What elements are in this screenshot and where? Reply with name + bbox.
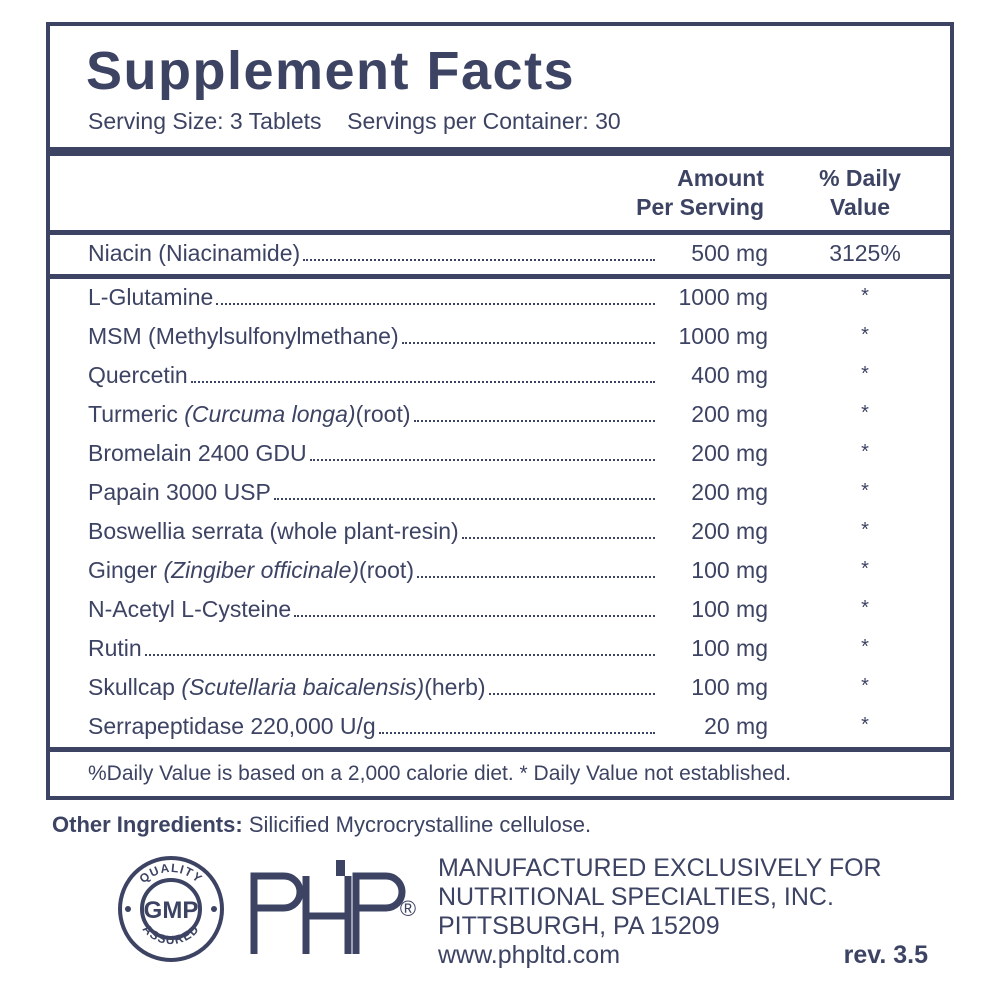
botanical-name: (Curcuma longa) [184, 400, 356, 427]
nutrient-amount: 200 mg [691, 478, 768, 505]
nutrient-daily-value: * [861, 596, 869, 619]
php-logo [240, 854, 430, 964]
leader-dots [145, 654, 655, 656]
nutrient-daily-value: * [861, 479, 869, 502]
table-row [50, 474, 950, 513]
other-ingredients-value: Silicified Mycrocrystalline cellulose. [248, 811, 592, 837]
nutrient-amount: 200 mg [691, 439, 768, 466]
supplement-facts-panel [46, 22, 954, 800]
manufacturer-line-2: NUTRITIONAL SPECIALTIES, INC. [438, 882, 834, 911]
nutrient-amount: 400 mg [691, 361, 768, 388]
divider-thick-top [50, 147, 950, 156]
amount-header-line2: Per Serving [636, 193, 764, 220]
nutrient-name: L-Glutamine [88, 283, 214, 310]
amount-per-serving-header [494, 164, 780, 222]
table-row [50, 708, 950, 747]
nutrient-amount: 1000 mg [678, 283, 768, 310]
footer [46, 838, 954, 970]
nutrient-daily-value: * [861, 518, 869, 541]
nutrient-name: Skullcap (Scutellaria baicalensis)(herb) [88, 673, 486, 700]
amount-header-line1: Amount [677, 165, 764, 191]
leader-dots [489, 693, 655, 695]
dv-header-line2: Value [829, 193, 891, 220]
dv-header-line1: % Daily [819, 165, 901, 191]
leader-dots [402, 342, 655, 344]
nutrient-daily-value: * [861, 635, 869, 658]
manufacturer-line-1: MANUFACTURED EXCLUSIVELY FOR [438, 853, 882, 882]
nutrient-daily-value: * [861, 284, 869, 307]
other-ingredients [46, 800, 954, 838]
nutrient-name: MSM (Methylsulfonylmethane) [88, 322, 399, 349]
svg-text:QUALITY: QUALITY [136, 860, 206, 886]
table-row [50, 235, 950, 274]
table-row [50, 630, 950, 669]
nutrient-amount: 100 mg [691, 595, 768, 622]
table-row [50, 513, 950, 552]
other-ingredients-label: Other Ingredients: [52, 811, 243, 837]
nutrient-daily-value: * [861, 323, 869, 346]
table-row [50, 591, 950, 630]
leader-dots [310, 459, 655, 461]
nutrient-amount: 200 mg [691, 517, 768, 544]
nutrient-name: Papain 3000 USP [88, 478, 271, 505]
nutrient-amount: 200 mg [691, 400, 768, 427]
page-title: Supplement Facts [86, 41, 576, 101]
svg-text:GMP: GMP [143, 896, 199, 924]
table-row [50, 318, 950, 357]
table-row [50, 435, 950, 474]
table-row [50, 396, 950, 435]
nutrient-daily-value: * [861, 557, 869, 580]
primary-nutrient-rows [50, 235, 950, 274]
revision-number: rev. 3.5 [843, 940, 928, 969]
nutrient-daily-value: * [861, 674, 869, 697]
nutrient-daily-value: * [861, 362, 869, 385]
nutrient-name: N-Acetyl L-Cysteine [88, 595, 292, 622]
nutrient-name: Serrapeptidase 220,000 U/g [88, 712, 376, 739]
table-row [50, 279, 950, 318]
nutrient-daily-value: * [861, 440, 869, 463]
nutrient-amount: 1000 mg [678, 322, 768, 349]
nutrient-amount: 500 mg [691, 239, 768, 266]
nutrient-name: Turmeric (Curcuma longa)(root) [88, 400, 411, 427]
serving-size: Serving Size: 3 Tablets [88, 108, 322, 134]
nutrient-amount: 100 mg [691, 634, 768, 661]
table-row [50, 357, 950, 396]
nutrient-name: Niacin (Niacinamide) [88, 239, 301, 266]
column-headers [50, 156, 950, 230]
manufacturer-line-3: PITTSBURGH, PA 15209 [438, 911, 720, 940]
nutrient-name: Bromelain 2400 GDU [88, 439, 307, 466]
table-row [50, 669, 950, 708]
leader-dots [274, 498, 655, 500]
leader-dots [216, 303, 655, 305]
nutrient-amount: 20 mg [704, 712, 768, 739]
nutrient-name: Ginger (Zingiber officinale)(root) [88, 556, 414, 583]
nutrient-rows [50, 279, 950, 747]
nutrient-daily-value: * [861, 713, 869, 736]
gmp-quality-assured-icon [116, 854, 226, 964]
nutrient-name: Quercetin [88, 361, 188, 388]
servings-per-container: Servings per Container: 30 [347, 108, 621, 134]
daily-value-header [780, 164, 950, 222]
serving-info [50, 108, 950, 147]
leader-dots [191, 381, 655, 383]
nutrient-daily-value: 3125% [829, 239, 901, 266]
svg-text:®: ® [399, 895, 417, 921]
nutrient-amount: 100 mg [691, 673, 768, 700]
nutrient-name: Boswellia serrata (whole plant-resin) [88, 517, 459, 544]
nutrient-name: Rutin [88, 634, 142, 661]
leader-dots [462, 537, 655, 539]
leader-dots [417, 576, 655, 578]
svg-text:ASSURED: ASSURED [139, 921, 203, 947]
website-link[interactable]: www.phpltd.com [438, 940, 621, 969]
daily-value-footnote: %Daily Value is based on a 2,000 calorie diet. * Daily Value not established. [88, 761, 792, 785]
botanical-name: (Zingiber officinale) [163, 556, 360, 583]
botanical-name: (Scutellaria baicalensis) [181, 673, 425, 700]
website-row [438, 941, 928, 970]
leader-dots [294, 615, 655, 617]
leader-dots [303, 259, 655, 261]
nutrient-daily-value: * [861, 401, 869, 424]
manufacturer-info [438, 854, 938, 970]
table-row [50, 552, 950, 591]
leader-dots [379, 732, 655, 734]
nutrient-amount: 100 mg [691, 556, 768, 583]
leader-dots [414, 420, 655, 422]
